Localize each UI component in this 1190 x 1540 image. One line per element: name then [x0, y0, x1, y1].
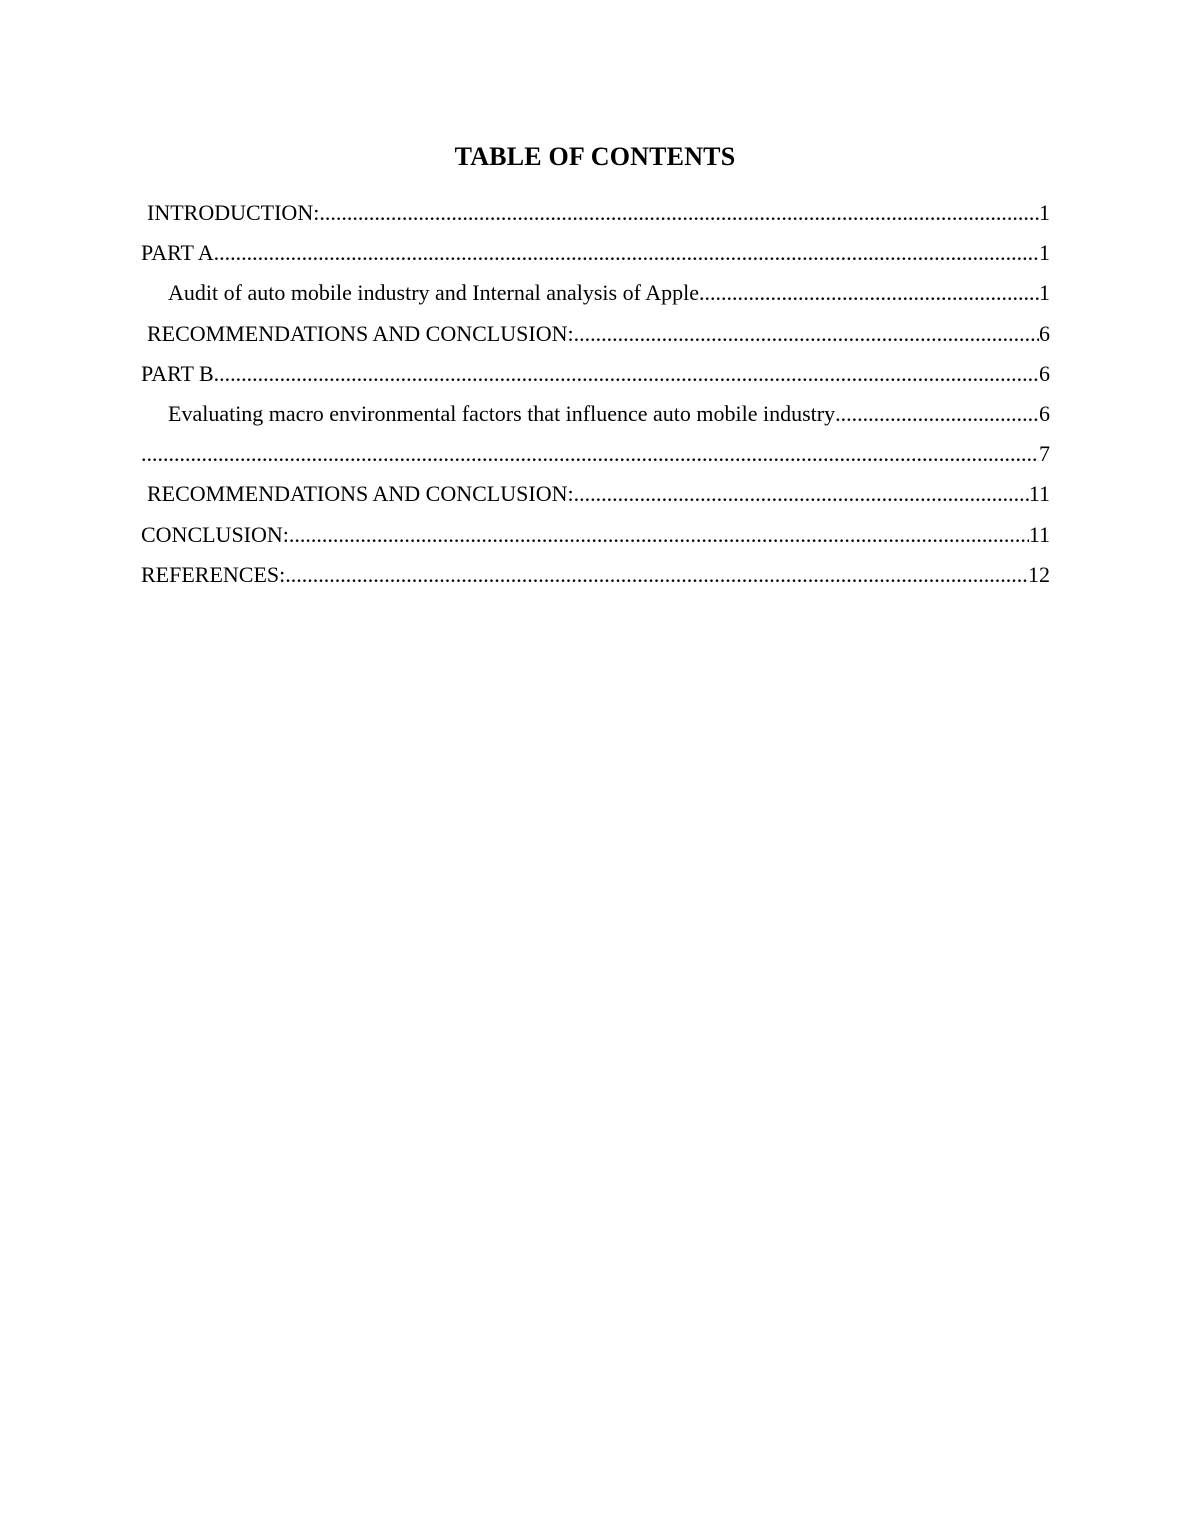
toc-entry-part-b[interactable] — [141, 358, 1050, 398]
toc-heading: TABLE OF CONTENTS — [454, 142, 736, 171]
toc-page-number: 6 — [1039, 360, 1050, 386]
toc-list — [141, 197, 1050, 599]
toc-entry-conclusion[interactable] — [141, 519, 1050, 559]
toc-entry-audit[interactable] — [141, 277, 1050, 317]
toc-page-number: 1 — [1039, 200, 1050, 225]
toc-entry-introduction[interactable] — [141, 197, 1050, 237]
toc-entry-references[interactable] — [141, 559, 1050, 599]
toc-leader-dots — [835, 398, 1039, 430]
toc-leader-dots — [141, 438, 1039, 470]
toc-entry-text: RECOMMENDATIONS AND CONCLUSION: — [147, 320, 574, 346]
toc-page-number: 1 — [1039, 280, 1050, 306]
toc-entry-text: CONCLUSION: — [141, 521, 289, 547]
toc-leader-dots — [574, 478, 1029, 510]
toc-entry-text: Audit of auto mobile industry and Internal analysis of Apple — [168, 280, 699, 306]
toc-entry-macro-factors[interactable] — [141, 398, 1050, 438]
toc-leader-dots — [319, 197, 1039, 229]
toc-leader-dots — [574, 318, 1039, 350]
toc-page-number: 1 — [1039, 240, 1050, 266]
toc-entry-text: INTRODUCTION: — [147, 200, 320, 225]
toc-entry-part-a[interactable] — [141, 237, 1050, 277]
toc-entry-text: PART B — [141, 360, 214, 386]
toc-leader-dots — [289, 519, 1029, 551]
toc-page-number: 6 — [1039, 320, 1050, 346]
toc-page-number: 11 — [1028, 481, 1050, 507]
toc-entry-text: RECOMMENDATIONS AND CONCLUSION: — [147, 481, 574, 507]
toc-leader-dots — [214, 358, 1039, 390]
toc-leader-dots — [214, 237, 1039, 269]
toc-page-number: 11 — [1028, 521, 1050, 547]
toc-entry-text: Evaluating macro environmental factors that influence auto mobile industry — [168, 400, 836, 426]
toc-page-number: 7 — [1039, 441, 1050, 467]
toc-entry-text: PART A — [141, 240, 214, 266]
toc-entry-recommendations-1[interactable] — [141, 318, 1050, 358]
toc-entry-recommendations-2[interactable] — [141, 478, 1050, 518]
toc-page-number: 6 — [1039, 400, 1050, 426]
toc-leader-dots — [285, 559, 1028, 591]
toc-leader-dots — [699, 277, 1039, 309]
toc-entry-text: REFERENCES: — [141, 561, 286, 587]
toc-entry-untitled[interactable] — [141, 438, 1050, 478]
toc-page-number: 12 — [1028, 561, 1050, 587]
